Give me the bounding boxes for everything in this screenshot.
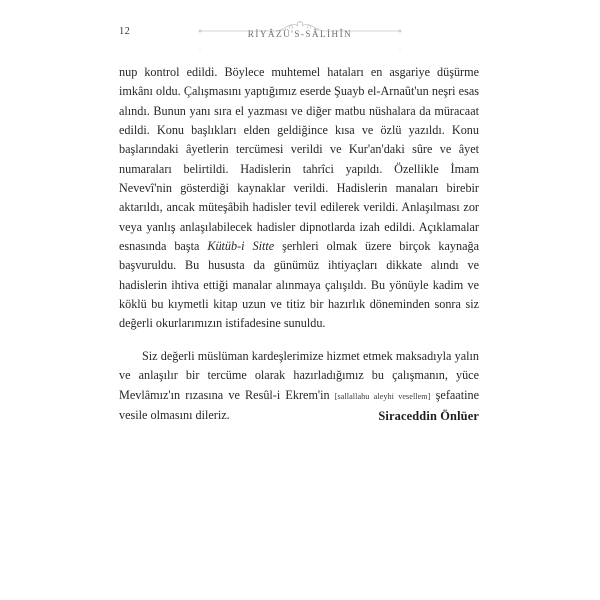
paragraph-1-text-before-italic: nup kontrol edildi. Böylece muhtemel hataları en asgariye düşürme imkânı oldu. Çalışmasını yaptığımız eserde Şuayb el-Arnaût'un neşri esas alındı. Bunun yanı sıra el yazması ve diğer matbu nüshalara da müracaat edildi. Konu başlıkları elden geldiğince kısa ve özlü yazıldı. Konu başlarındaki âyetlerin tercümesi verildi ve Kur'an'daki sûre ve âyet numaraları belirtildi. Hadislerin tahrîci yapıldı. Özellikle İmam Nevevî'nin gösterdiği kaynaklar verildi. Hadislerin manaları birebir aktarıldı, ancak müteşâbih hadisler tevil edilerek verildi. Anlaşılması zor veya yanlış anlaşılabilecek hadisler dipnotlarda izah edildi. Açıklamalar esnasında başta	[119, 65, 479, 254]
paragraph-2-text-before-honorific: Siz değerli müslüman kardeşlerimize hizmet etmek maksadıyla yalın ve anlaşılır bir tercüme olarak hazırladığımız bu çalışmanın, yüce Mevlâmız'ın rızasına ve Resûl-i Ekrem'in	[119, 348, 479, 402]
author-signature: Siraceddin Önlüer	[378, 409, 479, 423]
text-block	[119, 63, 479, 425]
paragraph-1-text-after-italic: şerhleri olmak üzere birçok kaynağa başvuruldu. Bu hususta da günümüz ihtiyaçları dikkate alındı ve hadislerin ihtiva ettiği manalar alınmaya çalışıldı. Bu yönüyle kadim ve köklü bu kıymetli kitap uzun ve titiz bir hazırlık döneminden sonra siz değerli okurlarımızın istifadesine sunuldu.	[119, 239, 479, 331]
header-rule-ornament	[198, 42, 402, 50]
header-ornament	[198, 20, 402, 54]
paragraph-2-text-after-honorific: şefaatine vesile olmasını dileriz.	[119, 387, 479, 422]
page-number: 12	[119, 26, 131, 37]
running-head-title: RİYÂZÜ'S-SÂLİHÎN	[247, 29, 353, 39]
book-title-kutub-i-sitte: Kütüb-i Sitte	[207, 239, 275, 254]
running-head	[0, 20, 600, 54]
honorific-sallallahu-aleyhi-vesellem: [sallallahu aleyhi vesellem]	[334, 391, 431, 401]
paragraph-1	[119, 63, 479, 334]
